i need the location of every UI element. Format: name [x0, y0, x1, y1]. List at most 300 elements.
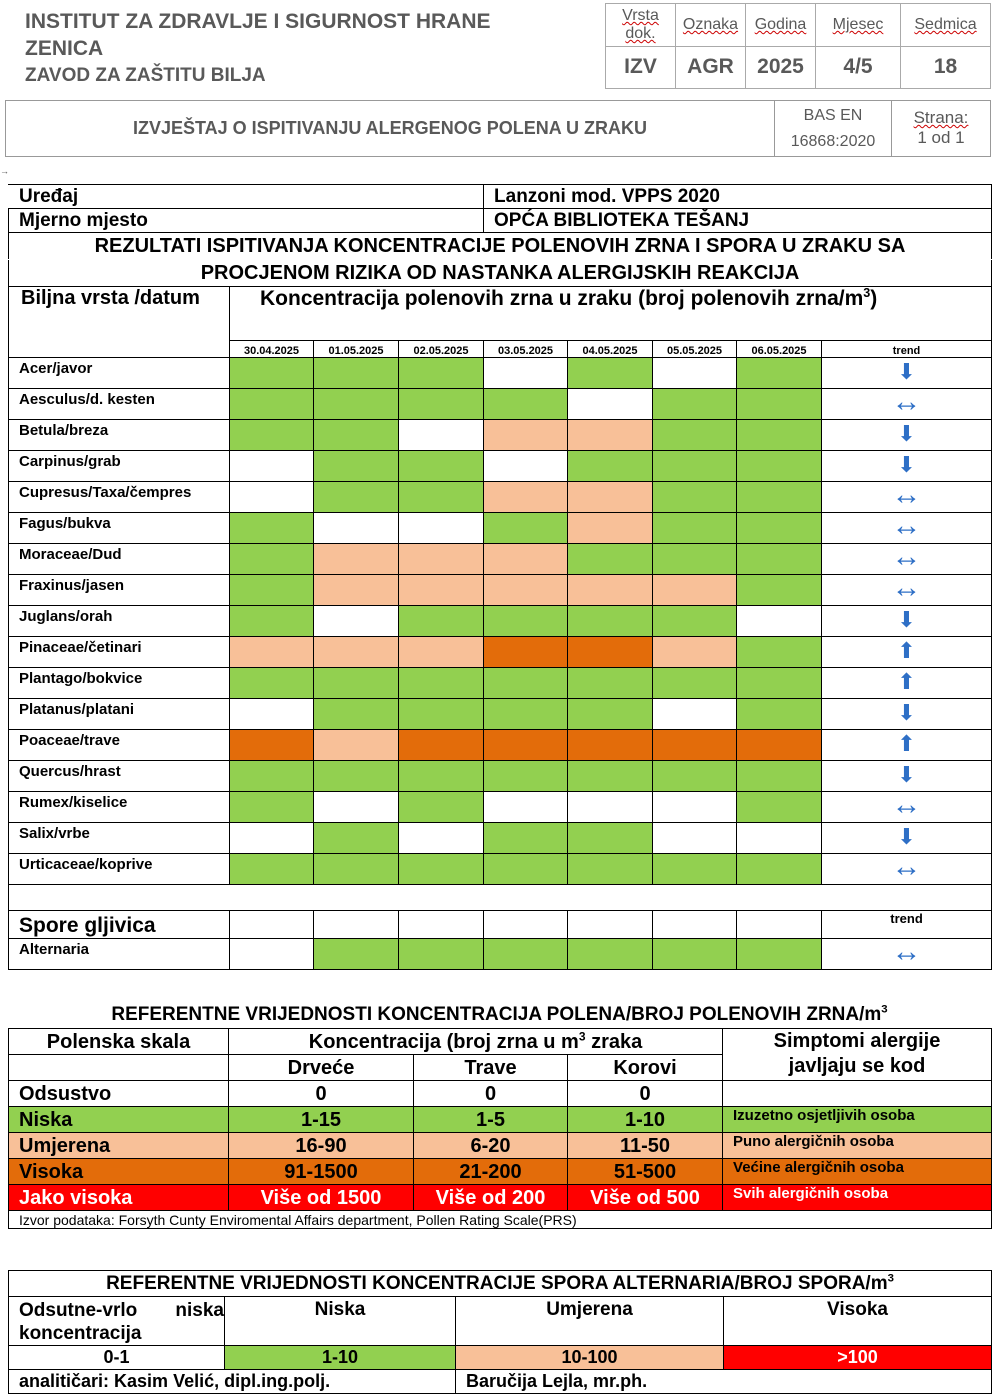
species-row: [9, 451, 992, 482]
device-label: Uređaj: [9, 185, 484, 209]
concentration-cell: [737, 482, 822, 513]
symptoms-header-2: javljaju se kod: [788, 1055, 926, 1077]
spore-value-high: >100: [724, 1346, 992, 1370]
concentration-cell: [314, 730, 399, 761]
pollen-level-trees: 1-15: [229, 1107, 414, 1133]
concentration-cell: [399, 792, 484, 823]
pollen-level-grass: 1-5: [414, 1107, 568, 1133]
concentration-cell: [230, 482, 314, 513]
pollen-level-weeds: 11-50: [568, 1133, 723, 1159]
concentration-cell: [230, 606, 314, 637]
trend-up-icon: ⬆: [897, 669, 916, 694]
species-row: [9, 939, 992, 970]
concentration-cell: [568, 939, 653, 970]
pollen-level-level: Niska: [9, 1107, 229, 1133]
conc-header-sup: 3: [578, 1028, 586, 1043]
standard-line-1: BAS EN: [803, 107, 863, 124]
concentration-header-sup: 3: [863, 286, 871, 300]
concentration-cell: [568, 761, 653, 792]
concentration-header-close: ): [870, 287, 878, 310]
concentration-cell: [737, 823, 822, 854]
date-header: 04.05.2025: [568, 341, 653, 358]
concentration-cell: [653, 761, 737, 792]
trend-stable-icon: ↔: [891, 791, 922, 821]
report-title-box: [5, 100, 991, 157]
concentration-cell: [484, 482, 568, 513]
trend-cell: [822, 544, 992, 575]
spore-reference-table: [8, 1270, 992, 1394]
concentration-cell: [399, 699, 484, 730]
pollen-level-row: [9, 1081, 992, 1107]
concentration-cell: [399, 389, 484, 420]
concentration-cell: [737, 668, 822, 699]
spores-blank-1: [230, 911, 314, 939]
spore-reference-title-sup: 3: [887, 1272, 894, 1285]
doc-type-value: IZV: [606, 46, 676, 89]
concentration-cell: [230, 637, 314, 668]
analysts: analitičari: Kasim Velić, dipl.ing.polj.: [9, 1370, 456, 1394]
results-heading-2: PROCJENOM RIZIKA OD NASTANKA ALERGIJSKIH REAKCIJA: [9, 260, 992, 287]
species-name: Platanus/platani: [9, 699, 230, 730]
concentration-cell: [568, 823, 653, 854]
concentration-cell: [737, 389, 822, 420]
spores-blank-7: [737, 911, 822, 939]
trend-down-icon: ⬇: [897, 700, 916, 725]
concentration-cell: [653, 668, 737, 699]
concentration-cell: [653, 939, 737, 970]
pollen-level-grass: 6-20: [414, 1133, 568, 1159]
trend-down-icon: ⬇: [897, 421, 916, 446]
species-name: Poaceae/trave: [9, 730, 230, 761]
concentration-cell: [484, 544, 568, 575]
spores-header-row: [9, 911, 992, 939]
trend-cell: [822, 420, 992, 451]
concentration-cell: [399, 637, 484, 668]
concentration-cell: [314, 699, 399, 730]
trend-cell: [822, 482, 992, 513]
concentration-cell: [568, 389, 653, 420]
year-label: Godina: [746, 4, 816, 47]
spores-blank-5: [568, 911, 653, 939]
species-row: [9, 544, 992, 575]
concentration-cell: [314, 668, 399, 699]
document-code-table: [605, 3, 991, 89]
concentration-cell: [568, 730, 653, 761]
week-value: 18: [901, 46, 991, 89]
concentration-cell: [737, 358, 822, 389]
concentration-cell: [737, 699, 822, 730]
org-line-3: ZAVOD ZA ZAŠTITU BILJA: [25, 65, 266, 86]
species-row: [9, 389, 992, 420]
trend-cell: [822, 699, 992, 730]
device-value: Lanzoni mod. VPPS 2020: [484, 185, 992, 209]
concentration-cell: [484, 699, 568, 730]
concentration-cell: [230, 823, 314, 854]
concentration-cell: [484, 730, 568, 761]
concentration-cell: [653, 699, 737, 730]
pollen-level-symptoms: Svih alergičnih osoba: [723, 1185, 992, 1211]
page-value: 1 od 1: [917, 128, 965, 147]
col-grass: Trave: [414, 1055, 568, 1081]
species-name: Carpinus/grab: [9, 451, 230, 482]
species-name: Acer/javor: [9, 358, 230, 389]
trend-cell: [822, 823, 992, 854]
symptoms-header-1: Simptomi alergije: [773, 1030, 941, 1052]
concentration-cell: [399, 451, 484, 482]
report-title: IZVJEŠTAJ O ISPITIVANJU ALERGENOG POLENA U ZRAKU: [132, 118, 648, 138]
concentration-cell: [653, 358, 737, 389]
species-rows: [9, 358, 992, 885]
pollen-level-trees: 91-1500: [229, 1159, 414, 1185]
trend-down-icon: ⬇: [897, 824, 916, 849]
species-row: [9, 358, 992, 389]
trend-cell: [822, 668, 992, 699]
organization-name: [25, 8, 600, 89]
spore-rows: [9, 939, 992, 970]
concentration-cell: [568, 358, 653, 389]
species-row: [9, 420, 992, 451]
pollen-level-weeds: 0: [568, 1081, 723, 1107]
trend-up-icon: ⬆: [897, 731, 916, 756]
analyst-2: Baručija Lejla, mr.ph.: [456, 1370, 992, 1394]
species-name: Cupresus/Taxa/čempres: [9, 482, 230, 513]
concentration-cell: [737, 792, 822, 823]
concentration-cell: [653, 420, 737, 451]
trend-down-icon: ⬇: [897, 762, 916, 787]
pollen-level-trees: 0: [229, 1081, 414, 1107]
species-name: Pinaceae/četinari: [9, 637, 230, 668]
concentration-cell: [653, 823, 737, 854]
trend-up-icon: ⬆: [897, 638, 916, 663]
concentration-cell: [484, 358, 568, 389]
species-name: Fagus/bukva: [9, 513, 230, 544]
trend-stable-icon: ↔: [891, 512, 922, 542]
concentration-cell: [399, 482, 484, 513]
page-label: Strana:: [913, 108, 969, 127]
concentration-cell: [399, 854, 484, 885]
col-trees: Drveće: [229, 1055, 414, 1081]
pollen-reference-rows: [9, 1081, 992, 1211]
concentration-cell: [484, 668, 568, 699]
trend-cell: [822, 389, 992, 420]
concentration-cell: [230, 544, 314, 575]
species-row: [9, 513, 992, 544]
concentration-cell: [653, 792, 737, 823]
species-row: [9, 637, 992, 668]
concentration-cell: [568, 668, 653, 699]
pollen-level-weeds: 51-500: [568, 1159, 723, 1185]
concentration-cell: [737, 575, 822, 606]
trend-stable-icon: ↔: [891, 938, 922, 968]
month-value: 4/5: [816, 46, 901, 89]
species-row: [9, 575, 992, 606]
pollen-level-row: [9, 1185, 992, 1211]
year-value: 2025: [746, 46, 816, 89]
paragraph-mark: →: [0, 166, 9, 176]
concentration-header: [230, 287, 992, 341]
concentration-cell: [653, 575, 737, 606]
pollen-level-level: Odsustvo: [9, 1081, 229, 1107]
concentration-cell: [653, 482, 737, 513]
conc-header-close: zraka: [585, 1030, 643, 1053]
pollen-reference-table: [8, 1028, 992, 1229]
concentration-cell: [314, 482, 399, 513]
concentration-cell: [399, 730, 484, 761]
concentration-cell: [737, 544, 822, 575]
concentration-cell: [399, 939, 484, 970]
concentration-cell: [399, 575, 484, 606]
spore-header-moderate: Umjerena: [456, 1297, 724, 1346]
trend-stable-icon: ↔: [891, 853, 922, 883]
concentration-cell: [484, 637, 568, 668]
species-name: Salix/vrbe: [9, 823, 230, 854]
concentration-cell: [568, 792, 653, 823]
trend-down-icon: ⬇: [897, 359, 916, 384]
concentration-cell: [484, 513, 568, 544]
concentration-cell: [230, 451, 314, 482]
concentration-cell: [314, 606, 399, 637]
trend-cell: [822, 606, 992, 637]
pollen-level-symptoms: [723, 1081, 992, 1107]
week-label: Sedmica: [901, 4, 991, 47]
spore-value-absent: 0-1: [9, 1346, 225, 1370]
concentration-cell: [230, 358, 314, 389]
trend-cell: [822, 358, 992, 389]
doc-type-label: Vrsta dok.: [606, 4, 676, 47]
concentration-cell: [230, 939, 314, 970]
date-header: 06.05.2025: [737, 341, 822, 358]
concentration-cell: [314, 544, 399, 575]
spores-blank-4: [484, 911, 568, 939]
scale-header-blank: [9, 1055, 229, 1081]
pollen-level-trees: 16-90: [229, 1133, 414, 1159]
concentration-cell: [399, 823, 484, 854]
concentration-cell: [568, 420, 653, 451]
trend-cell: [822, 637, 992, 668]
species-name: Betula/breza: [9, 420, 230, 451]
pollen-level-level: Umjerena: [9, 1133, 229, 1159]
spore-header-absent: Odsutne-vrlo niska koncentracija: [9, 1297, 225, 1346]
concentration-cell: [399, 513, 484, 544]
org-line-1: INSTITUT ZA ZDRAVLJE I SIGURNOST HRANE: [25, 10, 491, 33]
concentration-cell: [230, 668, 314, 699]
concentration-cell: [484, 606, 568, 637]
pollen-results-table: [8, 184, 992, 970]
concentration-cell: [399, 544, 484, 575]
concentration-cell: [314, 792, 399, 823]
concentration-cell: [653, 389, 737, 420]
concentration-cell: [314, 854, 399, 885]
species-row: [9, 606, 992, 637]
spore-value-low: 1-10: [225, 1346, 456, 1370]
species-row: [9, 823, 992, 854]
species-name: Juglans/orah: [9, 606, 230, 637]
trend-stable-icon: ↔: [891, 388, 922, 418]
concentration-cell: [568, 482, 653, 513]
trend-stable-icon: ↔: [891, 543, 922, 573]
concentration-cell: [568, 513, 653, 544]
spacer-row: [9, 885, 992, 911]
date-header: 01.05.2025: [314, 341, 399, 358]
concentration-cell: [484, 420, 568, 451]
species-name: Urticaceae/koprive: [9, 854, 230, 885]
trend-cell: [822, 575, 992, 606]
concentration-cell: [314, 420, 399, 451]
species-row: [9, 668, 992, 699]
species-name: Moraceae/Dud: [9, 544, 230, 575]
concentration-cell: [737, 606, 822, 637]
concentration-cell: [314, 823, 399, 854]
trend-stable-icon: ↔: [891, 574, 922, 604]
concentration-cell: [653, 606, 737, 637]
pollen-level-grass: Više od 200: [414, 1185, 568, 1211]
concentration-cell: [737, 451, 822, 482]
concentration-cell: [484, 761, 568, 792]
pollen-level-symptoms: Izuzetno osjetljivih osoba: [723, 1107, 992, 1133]
pollen-reference-title-text: REFERENTNE VRIJEDNOSTI KONCENTRACIJA POLENA/BROJ POLENOVIH ZRNA/m: [111, 1004, 882, 1025]
pollen-level-grass: 21-200: [414, 1159, 568, 1185]
pollen-level-level: Jako visoka: [9, 1185, 229, 1211]
concentration-cell: [314, 389, 399, 420]
symptoms-header: [723, 1029, 992, 1081]
concentration-cell: [230, 699, 314, 730]
concentration-cell: [230, 389, 314, 420]
concentration-cell: [314, 761, 399, 792]
concentration-cell: [737, 761, 822, 792]
pollen-level-symptoms: Većine alergičnih osoba: [723, 1159, 992, 1185]
concentration-cell: [230, 575, 314, 606]
concentration-cell: [737, 637, 822, 668]
concentration-cell: [399, 606, 484, 637]
conc-header: [229, 1029, 723, 1055]
spores-blank-3: [399, 911, 484, 939]
species-name: Rumex/kiselice: [9, 792, 230, 823]
concentration-cell: [737, 939, 822, 970]
species-row: [9, 792, 992, 823]
species-name: Aesculus/d. kesten: [9, 389, 230, 420]
concentration-cell: [568, 854, 653, 885]
concentration-cell: [568, 544, 653, 575]
concentration-cell: [314, 513, 399, 544]
species-name: Plantago/bokvice: [9, 668, 230, 699]
month-label: Mjesec: [816, 4, 901, 47]
trend-down-icon: ⬇: [897, 452, 916, 477]
concentration-cell: [484, 823, 568, 854]
concentration-cell: [484, 939, 568, 970]
trend-cell: [822, 792, 992, 823]
species-row: [9, 854, 992, 885]
concentration-cell: [568, 451, 653, 482]
pollen-level-symptoms: Puno alergičnih osoba: [723, 1133, 992, 1159]
concentration-cell: [484, 389, 568, 420]
concentration-cell: [230, 792, 314, 823]
concentration-cell: [230, 420, 314, 451]
species-row: [9, 482, 992, 513]
spores-blank-6: [653, 911, 737, 939]
concentration-cell: [399, 420, 484, 451]
pollen-level-weeds: Više od 500: [568, 1185, 723, 1211]
concentration-cell: [314, 575, 399, 606]
trend-cell: [822, 761, 992, 792]
concentration-cell: [399, 761, 484, 792]
species-row: [9, 761, 992, 792]
pollen-level-level: Visoka: [9, 1159, 229, 1185]
concentration-cell: [737, 420, 822, 451]
trend-cell: [822, 939, 992, 970]
spores-trend-label: trend: [822, 911, 992, 939]
spore-reference-title-text: REFERENTNE VRIJEDNOSTI KONCENTRACIJE SPORA ALTERNARIA/BROJ SPORA/m: [106, 1272, 888, 1294]
location-label: Mjerno mjesto: [9, 209, 484, 233]
concentration-cell: [568, 699, 653, 730]
concentration-cell: [653, 544, 737, 575]
standard-reference: [774, 101, 892, 156]
concentration-cell: [653, 854, 737, 885]
org-line-2: ZENICA: [25, 37, 104, 60]
concentration-cell: [568, 637, 653, 668]
results-heading-1: REZULTATI ISPITIVANJA KONCENTRACIJE POLENOVIH ZRNA I SPORA U ZRAKU SA: [9, 233, 992, 260]
spore-value-moderate: 10-100: [456, 1346, 724, 1370]
concentration-cell: [314, 358, 399, 389]
mark-label: Oznaka: [676, 4, 746, 47]
species-row: [9, 699, 992, 730]
concentration-cell: [314, 451, 399, 482]
species-name: Quercus/hrast: [9, 761, 230, 792]
concentration-cell: [568, 606, 653, 637]
date-header: 30.04.2025: [230, 341, 314, 358]
concentration-cell: [484, 451, 568, 482]
concentration-cell: [484, 792, 568, 823]
pollen-reference-title: [8, 1004, 991, 1026]
pollen-level-row: [9, 1107, 992, 1133]
concentration-cell: [314, 939, 399, 970]
spore-header-low: Niska: [225, 1297, 456, 1346]
location-value: OPĆA BIBLIOTEKA TEŠANJ: [484, 209, 992, 233]
data-source: Izvor podataka: Forsyth Cunty Enviromental Affairs department, Pollen Rating Scale(PRS): [9, 1211, 992, 1229]
scale-header: Polenska skala: [9, 1029, 229, 1055]
concentration-cell: [653, 730, 737, 761]
pollen-level-weeds: 1-10: [568, 1107, 723, 1133]
pollen-level-trees: Više od 1500: [229, 1185, 414, 1211]
concentration-cell: [314, 637, 399, 668]
concentration-cell: [484, 575, 568, 606]
mark-value: AGR: [676, 46, 746, 89]
concentration-cell: [399, 358, 484, 389]
concentration-cell: [568, 575, 653, 606]
concentration-cell: [737, 513, 822, 544]
concentration-cell: [737, 854, 822, 885]
page-indicator: [892, 101, 990, 156]
concentration-cell: [653, 513, 737, 544]
spore-header-high: Visoka: [724, 1297, 992, 1346]
conc-header-text: Koncentracija (broj zrna u m: [308, 1030, 579, 1053]
species-name: Fraxinus/jasen: [9, 575, 230, 606]
species-name: Alternaria: [9, 939, 230, 970]
trend-cell: [822, 854, 992, 885]
species-row: [9, 730, 992, 761]
concentration-cell: [230, 761, 314, 792]
concentration-cell: [737, 730, 822, 761]
concentration-header-text: Koncentracija polenovih zrna u zraku (broj polenovih zrna/m: [260, 287, 864, 310]
trend-down-icon: ⬇: [897, 607, 916, 632]
spores-header: Spore gljivica: [9, 911, 230, 939]
pollen-reference-title-sup: 3: [881, 1003, 888, 1016]
standard-line-2: 16868:2020: [790, 133, 876, 150]
date-header: 05.05.2025: [653, 341, 737, 358]
trend-cell: [822, 451, 992, 482]
concentration-cell: [230, 730, 314, 761]
concentration-cell: [653, 451, 737, 482]
trend-stable-icon: ↔: [891, 481, 922, 511]
